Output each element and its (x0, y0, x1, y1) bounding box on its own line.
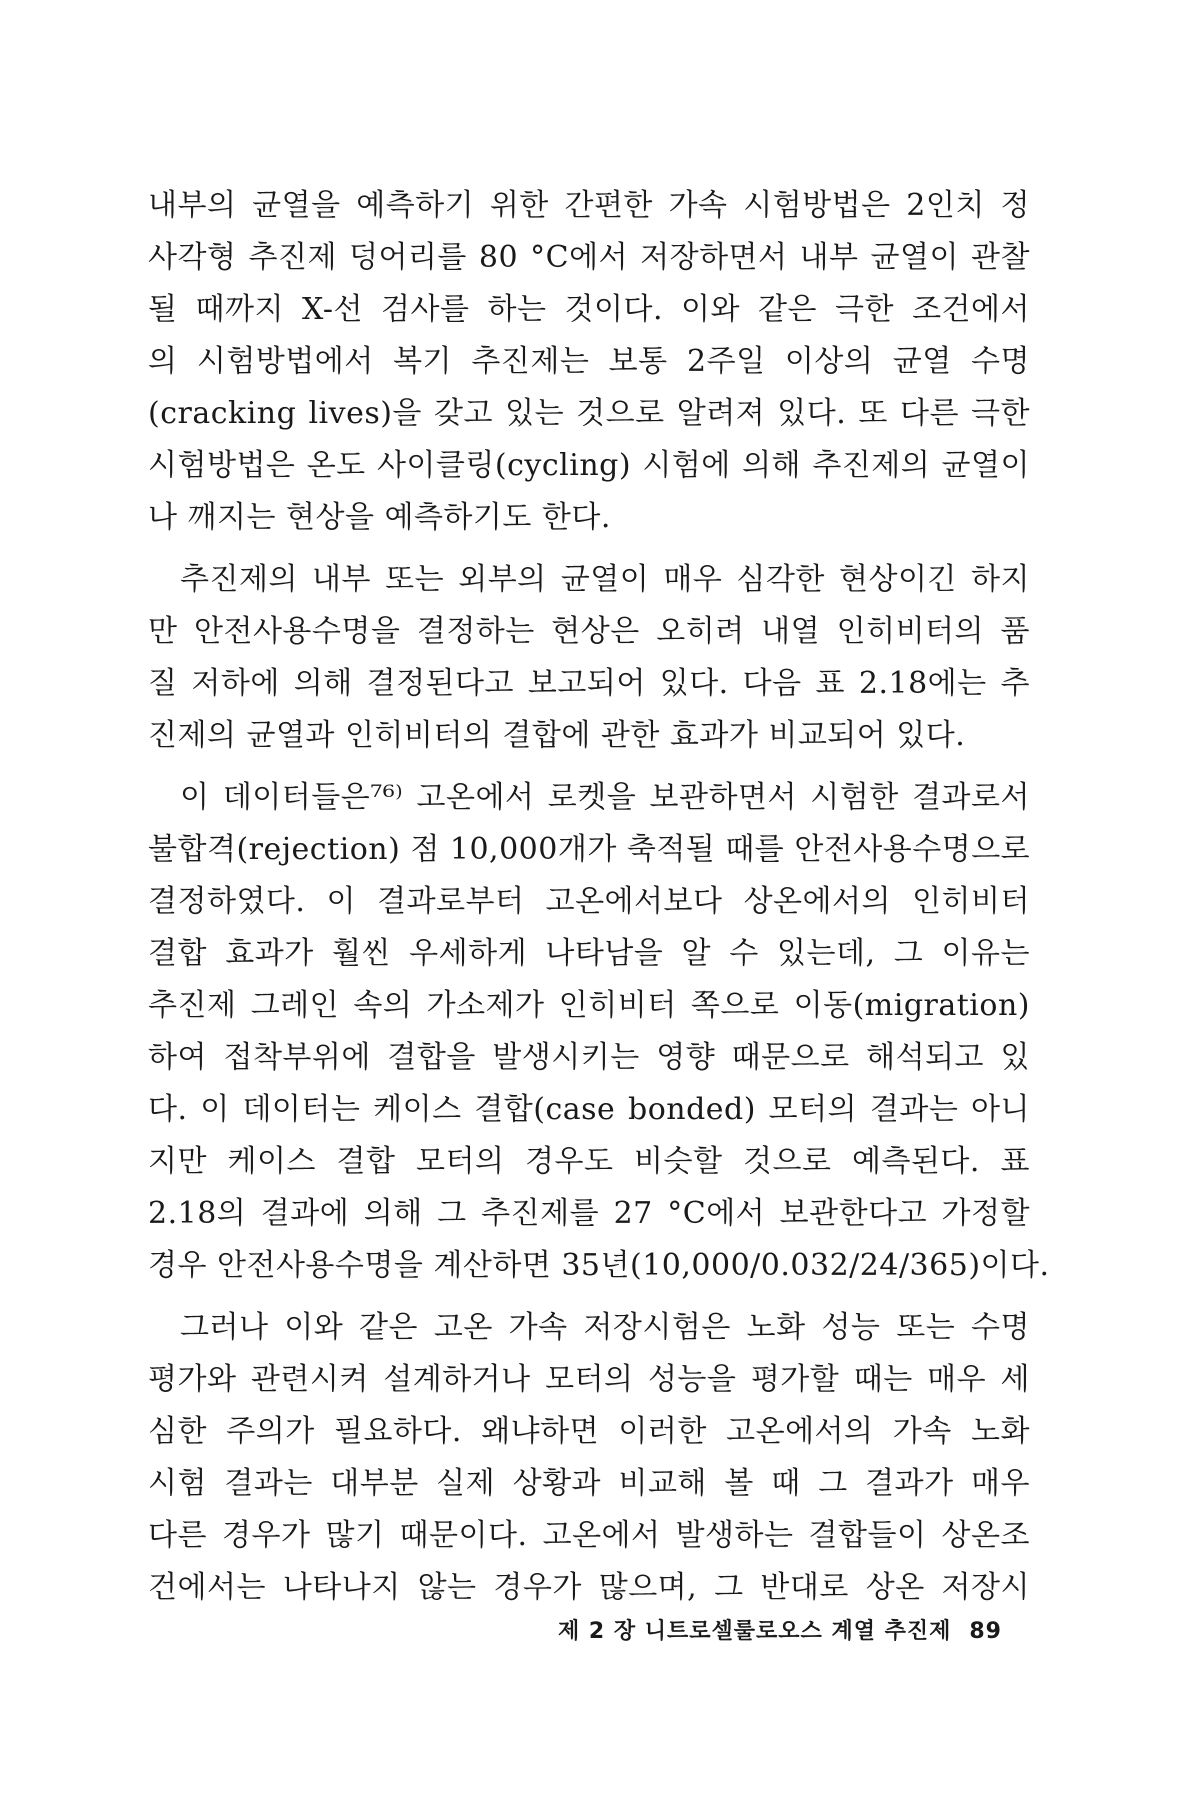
text-line: 결정하였다. 이 결과로부터 고온에서보다 상온에서의 인히비터 (148, 884, 1030, 919)
text-line: 다. 이 데이터는 케이스 결합(case bonded) 모터의 결과는 아니 (148, 1092, 1030, 1127)
text-line: 2.18의 결과에 의해 그 추진제를 27 °C에서 보관한다고 가정할 (148, 1196, 1030, 1231)
text-line: 나 깨지는 현상을 예측하기도 한다. (148, 500, 611, 535)
text-line: 의 시험방법에서 복기 추진제는 보통 2주일 이상의 균열 수명 (148, 344, 1030, 379)
text-line: 평가와 관련시켜 설계하거나 모터의 성능을 평가할 때는 매우 세 (148, 1362, 1030, 1397)
text-line: 경우 안전사용수명을 계산하면 35년(10,000/0.032/24/365)이다. (148, 1248, 1050, 1283)
text-line: 질 저하에 의해 결정된다고 보고되어 있다. 다음 표 2.18에는 추 (148, 666, 1030, 701)
text-line: 지만 케이스 결합 모터의 경우도 비슷할 것으로 예측된다. 표 (148, 1144, 1030, 1179)
text-line: 진제의 균열과 인히비터의 결합에 관한 효과가 비교되어 있다. (148, 718, 966, 753)
text-line: 다른 경우가 많기 때문이다. 고온에서 발생하는 결합들이 상온조 (148, 1518, 1030, 1553)
text-line: 만 안전사용수명을 결정하는 현상은 오히려 내열 인히비터의 품 (148, 614, 1030, 649)
text-line: 건에서는 나타나지 않는 경우가 많으며, 그 반대로 상온 저장시 (148, 1570, 1030, 1605)
text-line: 결합 효과가 훨씬 우세하게 나타남을 알 수 있는데, 그 이유는 (148, 936, 1030, 971)
page-number: 89 (969, 1619, 1002, 1644)
text-line: 시험 결과는 대부분 실제 상황과 비교해 볼 때 그 결과가 매우 (148, 1466, 1030, 1501)
paragraph (148, 1302, 1030, 1614)
paragraph (148, 180, 1030, 544)
running-title: 제 2 장 니트로셀룰로오스 계열 추진제 (557, 1619, 952, 1644)
text-line: 시험방법은 온도 사이클링(cycling) 시험에 의해 추진제의 균열이 (148, 448, 1030, 483)
text-line: 추진제의 내부 또는 외부의 균열이 매우 심각한 현상이긴 하지 (180, 562, 1030, 597)
text-line: 그러나 이와 같은 고온 가속 저장시험은 노화 성능 또는 수명 (180, 1310, 1030, 1345)
text-line: (cracking lives)을 갖고 있는 것으로 알려져 있다. 또 다른 극한 (148, 396, 1030, 431)
text-line: 사각형 추진제 덩어리를 80 °C에서 저장하면서 내부 균열이 관찰 (148, 240, 1030, 275)
text-line: 심한 주의가 필요하다. 왜냐하면 이러한 고온에서의 가속 노화 (148, 1414, 1030, 1449)
text-line: 될 때까지 X-선 검사를 하는 것이다. 이와 같은 극한 조건에서 (148, 292, 1030, 327)
running-footer (558, 1614, 1002, 1645)
paragraph (148, 554, 1030, 762)
text-line: 불합격(rejection) 점 10,000개가 축적될 때를 안전사용수명으로 (148, 832, 1031, 867)
text-line: 내부의 균열을 예측하기 위한 간편한 가속 시험방법은 2인치 정 (148, 188, 1030, 223)
paragraph (148, 772, 1050, 1292)
body-text (148, 180, 1050, 1614)
text-line: 추진제 그레인 속의 가소제가 인히비터 쪽으로 이동(migration) (148, 988, 1030, 1023)
text-line: 이 데이터들은⁷⁶⁾ 고온에서 로켓을 보관하면서 시험한 결과로서 (180, 780, 1030, 815)
text-line: 하여 접착부위에 결합을 발생시키는 영향 때문으로 해석되고 있 (148, 1040, 1030, 1075)
